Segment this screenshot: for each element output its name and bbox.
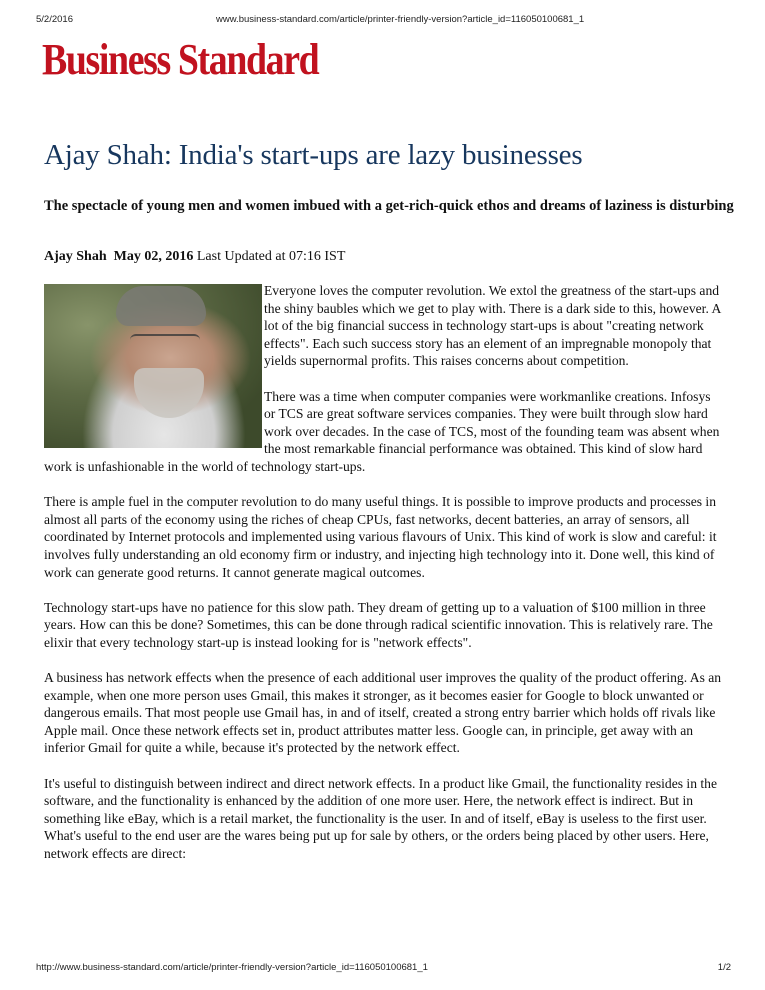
paragraph: There is ample fuel in the computer revolution to do many useful things. It is possible to improve products and processes in almost all parts of the economy using the riches of cheap CPUs, fast networks, decent batteries, an array of sensors, all coordinated by Internet protocols and implemented using various flavours of Unix. This kind of work is slow and careful: it involves fully understanding an old economy firm or industry, and injecting high technology into it. Done well, this kind of work can generate good returns. It cannot generate magical outcomes. (44, 494, 717, 580)
paragraph: There was a time when computer companies were workmanlike creations. Infosys or TCS are great software services companies. They were built through slow hard work over decades. In the case of TCS, most of the founding team was absent when the most remarkable financial performance was obtained. This kind of slow hard work is unfashionable in the world of technology start-ups. (44, 388, 720, 474)
print-footer (36, 962, 731, 973)
paragraph: A business has network effects when the presence of each additional user improves the quality of the product offering. As an example, when one more person uses Gmail, this makes it stronger, as it becomes easier for Google to block unwanted or dangerous emails. That most people use Gmail has, in and of itself, created a strong entry barrier which holds off rivals like Apple mail. Once these network effects set in, product attributes matter less. Google can, in principle, get away with an inferior Gmail for quite a while, because it's protected by the network effect. (44, 670, 722, 756)
updated-time: Last Updated at 07:16 IST (196, 249, 346, 264)
page-number: 1/2 (717, 962, 731, 973)
article-headline: Ajay Shah: India's start-ups are lazy businesses (44, 139, 583, 171)
print-header (36, 14, 729, 25)
photo-beard-shape (134, 368, 204, 418)
paragraph: Technology start-ups have no patience for this slow path. They dream of getting up to a valuation of $100 million in three years. How can this be done? Sometimes, this can be done through radical scientific innovation. This is relatively rare. The elixir that every technology start-up is instead looking for is "network effects". (44, 599, 713, 650)
paragraph: Everyone loves the computer revolution. We extol the greatness of the start-ups and the shiny baubles which we get to play with. There is a dark side to this, however. A lot of the big financial success in technology start-ups is about "creating network effects". Each such success story has an element of an impregnable monopoly that yields supernormal profits. This raises concerns about competition. (264, 283, 721, 369)
article-standfirst: The spectacle of young men and women imbued with a get-rich-quick ethos and dreams of laziness is disturbing (44, 198, 734, 214)
paragraph: It's useful to distinguish between indirect and direct network effects. In a product like Gmail, the functionality resides in the software, and the functionality is enhanced by the addition of one more user. Here, the network effect is indirect. But in something like eBay, which is a retail market, the functionality is the user. In and of itself, eBay is useless to the first user. What's useful to the end user are the wares being put up for sale by others, or the orders being placed by other users. Here, network effects are direct: (44, 775, 718, 861)
photo-glasses-shape (130, 334, 200, 350)
author-photo (44, 284, 262, 448)
article-body (44, 282, 724, 880)
print-url: www.business-standard.com/article/printer-friendly-version?article_id=116050100681_1 (216, 14, 585, 25)
print-date: 5/2/2016 (36, 14, 73, 25)
photo-hair-shape (116, 286, 206, 326)
author-name[interactable]: Ajay Shah (44, 249, 107, 264)
masthead-logo[interactable]: Business Standard (42, 35, 319, 84)
byline (44, 249, 345, 265)
footer-url: http://www.business-standard.com/article/printer-friendly-version?article_id=116050100681_1 (36, 962, 428, 973)
publish-date: May 02, 2016 (113, 249, 194, 264)
